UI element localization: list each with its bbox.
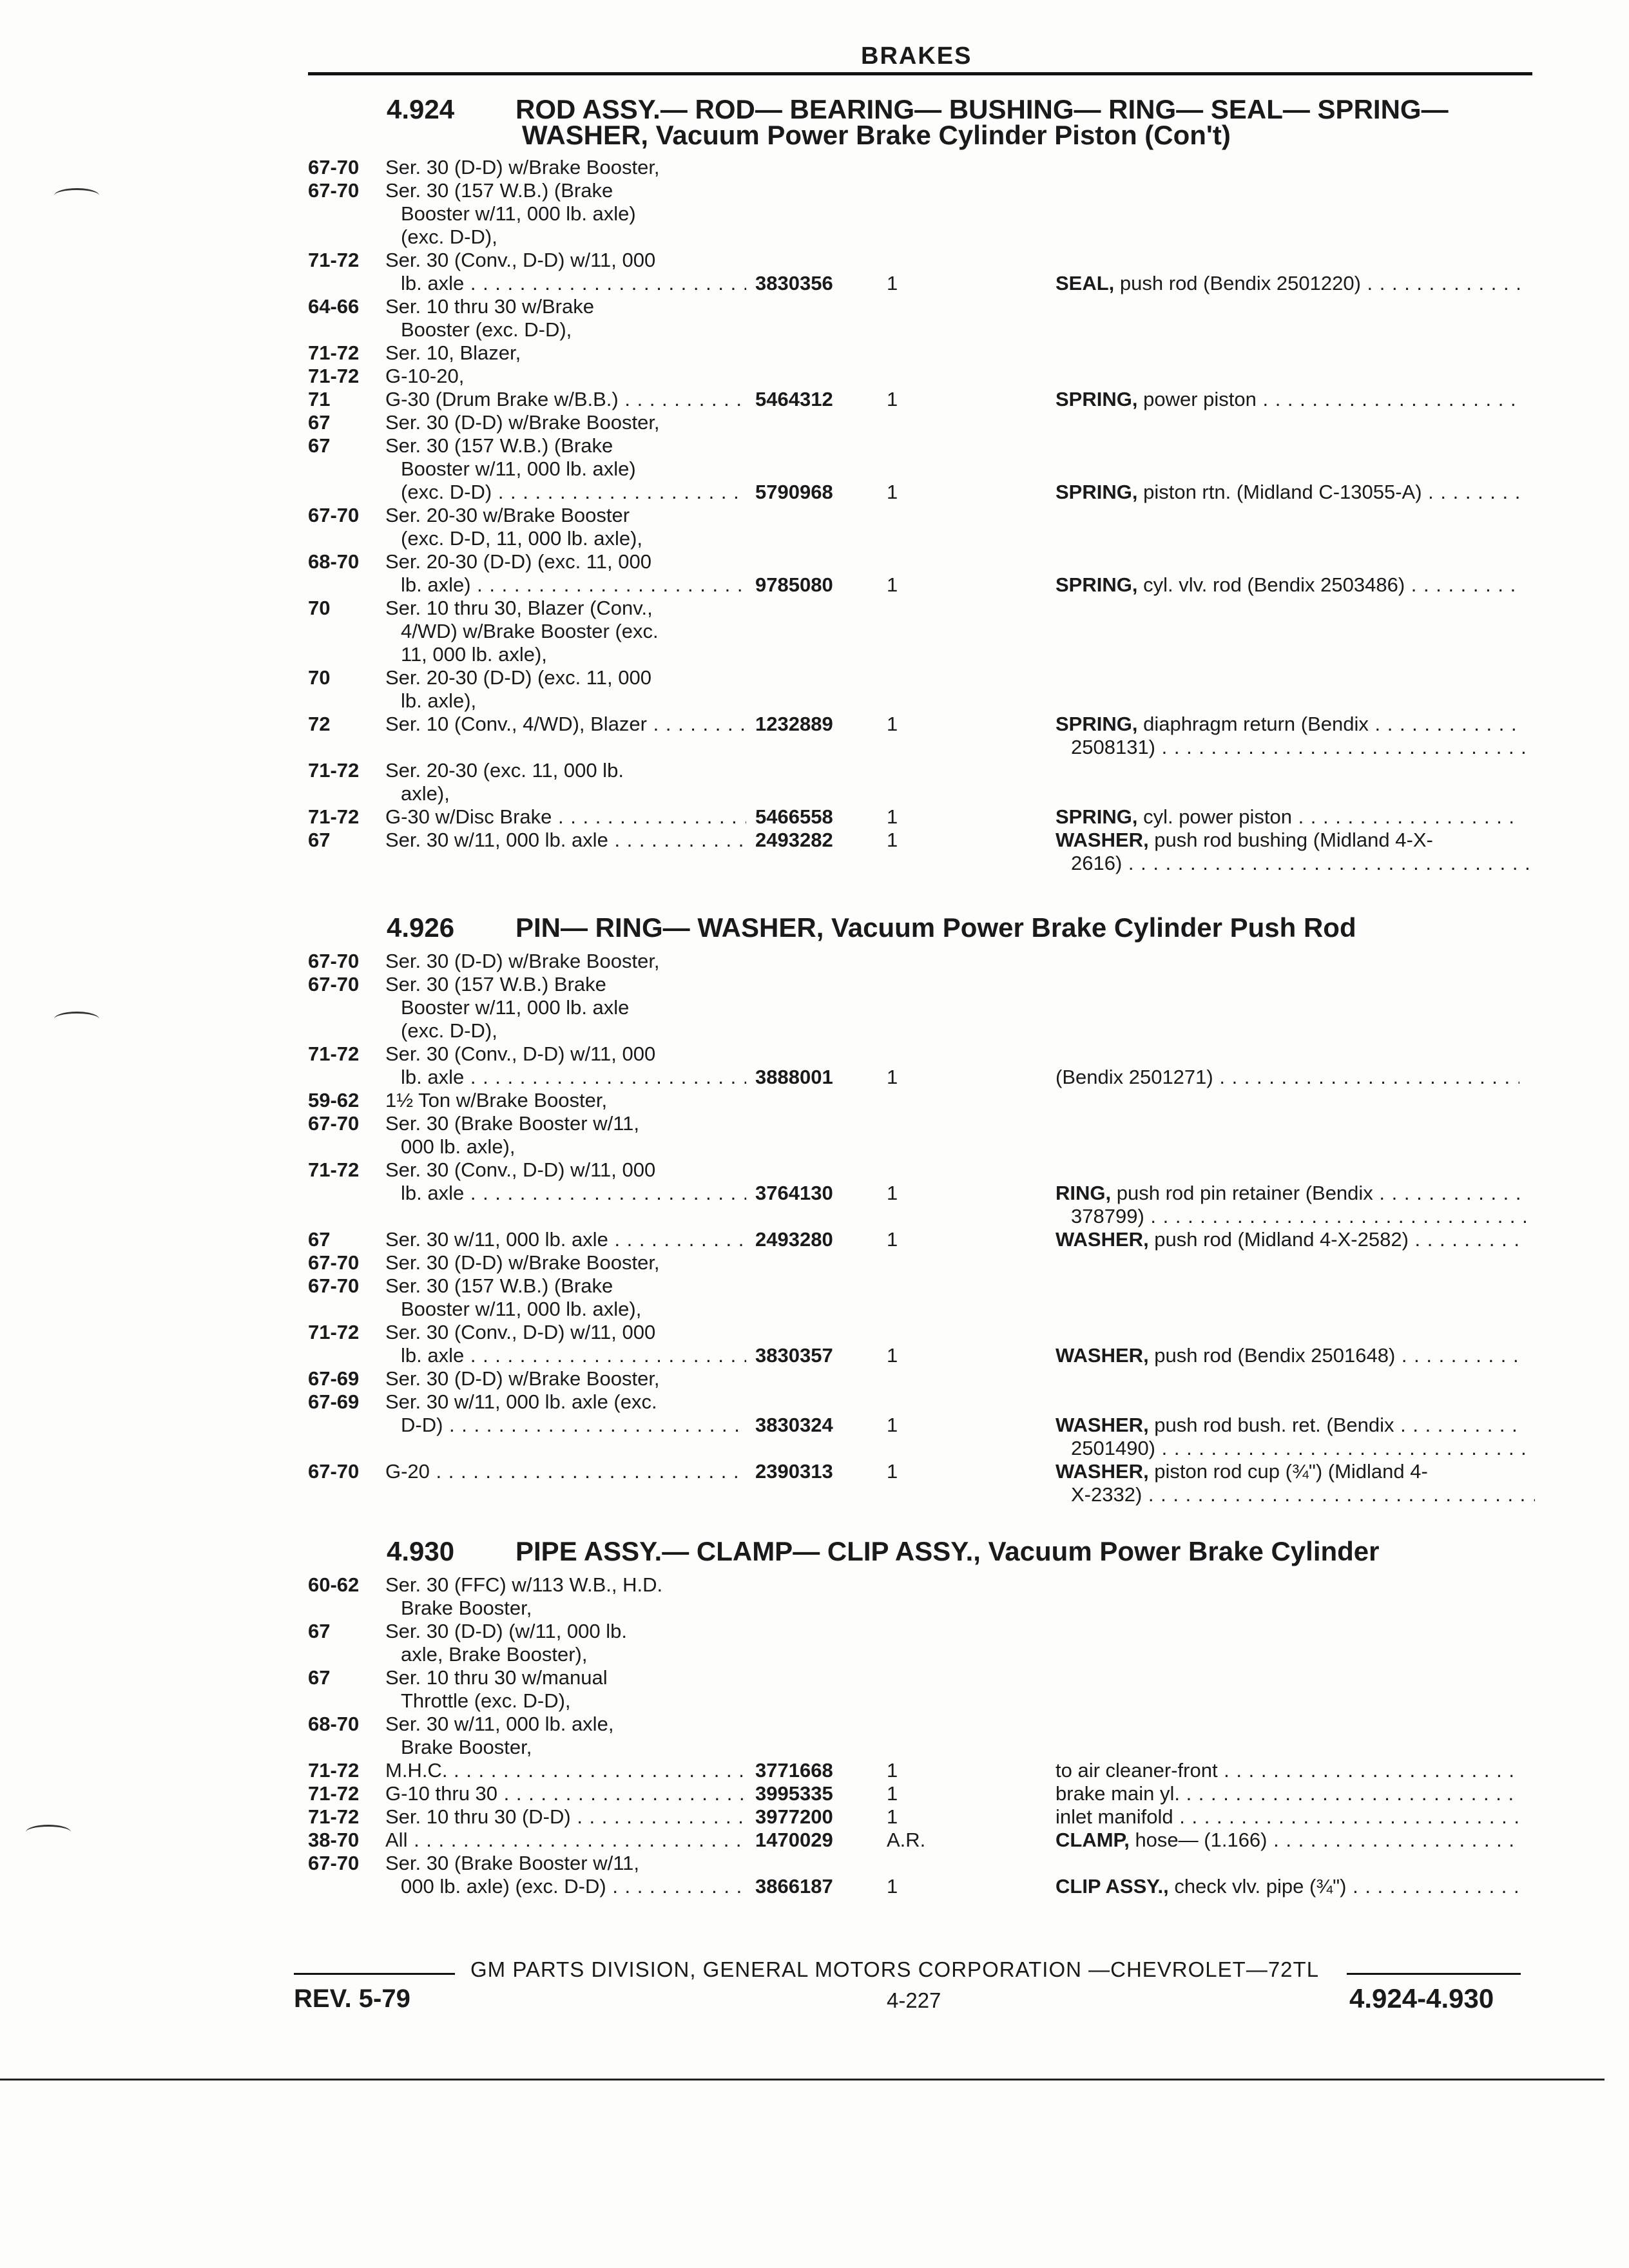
section-range: 4.924-4.930 [1349,1983,1494,2013]
part-number: 1470029 [755,1829,833,1851]
part-name-detail: check vlv. pipe (¾") [1168,1875,1347,1898]
application-description: Ser. 30 (D-D) w/Brake Booster, [385,411,660,434]
section-title-continued: WASHER, Vacuum Power Brake Cylinder Piston (Con't) [522,120,1231,150]
parts-list [0,1573,1629,1898]
table-row [0,1805,1629,1829]
application-description: Ser. 30 (157 W.B.) (Brake [385,1274,613,1297]
table-row [0,1573,1629,1597]
model-years: 71-72 [308,341,360,364]
part-name-keyword: CLAMP, [1055,1829,1130,1851]
part-name-detail: X-2332) [1071,1483,1142,1506]
model-years: 67 [308,1620,331,1642]
application-description: 4/WD) w/Brake Booster (exc. [401,620,659,642]
part-name-keyword: SPRING, [1055,388,1138,410]
table-row [0,1274,1629,1298]
model-years: 71-72 [308,1759,360,1782]
table-row [0,1597,1629,1620]
table-row [0,1414,1629,1437]
part-name-detail: brake main yl. [1055,1782,1180,1805]
application-description: Brake Booster, [401,1736,532,1758]
quantity: 1 [887,1414,898,1436]
part-number: 2493282 [755,829,833,851]
part-name [1055,1344,1519,1367]
part-name-detail: piston rtn. (Midland C-13055-A) [1137,481,1422,503]
application-description: axle), [401,782,450,805]
model-years: 71-72 [308,365,360,387]
part-name [1071,852,1535,875]
part-number: 3830324 [755,1414,833,1436]
part-name [1055,1829,1519,1852]
table-row [0,156,1629,179]
table-row [0,1066,1629,1089]
application-description: Ser. 30 w/11, 000 lb. axle (exc. [385,1390,657,1413]
application-description: G-10-20, [385,365,465,387]
part-name-detail: 2508131) [1071,736,1156,758]
application-description: Throttle (exc. D-D), [401,1689,571,1712]
table-row [0,573,1629,597]
table-row [0,1782,1629,1805]
table-row [0,1321,1629,1344]
table-row [0,1135,1629,1158]
header-rule [308,72,1532,75]
part-number: 3830356 [755,272,833,294]
part-name-detail: cyl. vlv. rod (Bendix 2503486) [1137,573,1405,596]
table-row [0,365,1629,388]
part-number: 3866187 [755,1875,833,1898]
model-years: 71-72 [308,1043,360,1065]
application-description: Booster w/11, 000 lb. axle) [401,457,636,480]
table-row [0,1298,1629,1321]
table-row [0,1759,1629,1782]
part-name [1055,1875,1519,1898]
application-description: Ser. 20-30 w/Brake Booster [385,504,630,526]
application-description: axle, Brake Booster), [401,1643,588,1666]
model-years: 67 [308,1666,331,1689]
table-row [0,504,1629,527]
section-number: 4.926 [387,912,455,943]
table-row [0,620,1629,643]
part-name [1071,1483,1535,1506]
application-description: Ser. 30 (Brake Booster w/11, [385,1852,640,1874]
application-description: Booster w/11, 000 lb. axle [401,996,630,1019]
application-description: G-20 . . . [385,1460,746,1483]
model-years: 68-70 [308,550,360,573]
table-row [0,1483,1629,1506]
footer-rule [1347,1973,1521,1975]
part-number: 3764130 [755,1182,833,1204]
quantity: 1 [887,388,898,410]
model-years: 67-70 [308,504,360,526]
part-name-keyword: WASHER, [1055,1228,1149,1251]
table-row [0,272,1629,295]
part-name-detail: inlet manifold [1055,1805,1173,1828]
application-description: lb. axle . . . [401,1182,746,1205]
application-description: lb. axle), [401,689,477,712]
table-row [0,1852,1629,1875]
table-row [0,457,1629,481]
table-row [0,973,1629,996]
table-row [0,996,1629,1019]
table-row [0,1829,1629,1852]
part-name [1055,573,1519,597]
part-name [1055,481,1519,504]
table-row [0,597,1629,620]
quantity: 1 [887,1182,898,1204]
application-description: lb. axle) . . . [401,573,746,597]
application-description: Ser. 30 (D-D) w/Brake Booster, [385,1251,660,1274]
application-description: (exc. D-D) . . . [401,481,746,504]
model-years: 64-66 [308,295,360,318]
application-description: lb. axle . . . [401,1066,746,1089]
part-name [1055,1759,1519,1782]
model-years: 71-72 [308,1158,360,1181]
model-years: 67 [308,411,331,434]
quantity: 1 [887,1875,898,1898]
quantity: 1 [887,1460,898,1483]
part-number: 3771668 [755,1759,833,1782]
part-number: 9785080 [755,573,833,596]
table-row [0,226,1629,249]
application-description: Ser. 30 (Conv., D-D) w/11, 000 [385,1158,656,1181]
quantity: 1 [887,829,898,851]
section-number: 4.924 [387,94,455,124]
table-row [0,1043,1629,1066]
application-description: Booster w/11, 000 lb. axle) [401,202,636,225]
application-description: Booster w/11, 000 lb. axle), [401,1298,642,1320]
part-name-detail: diaphragm return (Bendix [1137,713,1369,735]
page-bottom-rule [0,2079,1605,2081]
model-years: 70 [308,666,331,689]
application-description: 1½ Ton w/Brake Booster, [385,1089,608,1111]
model-years: 72 [308,713,331,735]
application-description: G-30 (Drum Brake w/B.B.) . . . [385,388,746,411]
part-name [1055,1782,1519,1805]
table-row [0,805,1629,829]
part-name-detail: cyl. power piston [1137,805,1292,828]
table-row [0,1875,1629,1898]
footer-publisher: GM PARTS DIVISION, GENERAL MOTORS CORPORATION —CHEVROLET—72TL [470,1957,1320,1981]
part-name-detail: piston rod cup (¾") (Midland 4- [1148,1460,1428,1483]
table-row [0,179,1629,202]
table-row [0,434,1629,457]
table-row [0,1205,1629,1228]
part-name-detail: push rod (Bendix 2501648) [1148,1344,1396,1367]
part-name-detail: power piston [1137,388,1257,410]
part-name-detail: hose— (1.166) [1129,1829,1268,1851]
table-row [0,1689,1629,1713]
quantity: 1 [887,1066,898,1088]
application-description: Ser. 20-30 (D-D) (exc. 11, 000 [385,666,651,689]
table-row [0,1643,1629,1666]
part-number: 3888001 [755,1066,833,1088]
part-name [1055,1066,1519,1089]
application-description: Ser. 10 thru 30 w/manual [385,1666,608,1689]
table-row [0,318,1629,341]
quantity: 1 [887,1759,898,1782]
application-description: All . . . [385,1829,746,1852]
application-description: Ser. 10 thru 30 w/Brake [385,295,594,318]
model-years: 68-70 [308,1713,360,1735]
parts-list [0,950,1629,1506]
parts-list [0,156,1629,875]
quantity: 1 [887,1344,898,1367]
application-description: G-10 thru 30 . . . [385,1782,746,1805]
table-row [0,202,1629,226]
application-description: M.H.C. . . . [385,1759,746,1782]
model-years: 60-62 [308,1573,360,1596]
part-name [1055,805,1519,829]
application-description: Ser. 20-30 (D-D) (exc. 11, 000 [385,550,651,573]
part-name-detail: push rod (Midland 4-X-2582) [1148,1228,1409,1251]
application-description: lb. axle . . . [401,1344,746,1367]
part-name [1055,1460,1519,1483]
application-description: Ser. 10 thru 30, Blazer (Conv., [385,597,653,619]
part-name-detail: push rod (Bendix 2501220) [1114,272,1361,294]
table-row [0,1666,1629,1689]
model-years: 70 [308,597,331,619]
model-years: 71-72 [308,1321,360,1343]
application-description: Ser. 10, Blazer, [385,341,521,364]
part-number: 5466558 [755,805,833,828]
part-number: 1232889 [755,713,833,735]
table-row [0,1182,1629,1205]
part-name-keyword: SEAL, [1055,272,1115,294]
application-description: Ser. 10 (Conv., 4/WD), Blazer . . . [385,713,746,736]
table-row [0,666,1629,689]
table-row [0,550,1629,573]
model-years: 67 [308,1228,331,1251]
part-number: 2390313 [755,1460,833,1483]
part-name-keyword: SPRING, [1055,481,1138,503]
part-name-keyword: SPRING, [1055,805,1138,828]
application-description: Ser. 30 (D-D) w/Brake Booster, [385,950,660,972]
page-number: 4-227 [887,1988,941,2012]
application-description: Ser. 30 (Brake Booster w/11, [385,1112,640,1135]
application-description: Ser. 30 (FFC) w/113 W.B., H.D. [385,1573,663,1596]
application-description: (exc. D-D), [401,1019,497,1042]
part-name [1055,272,1519,295]
model-years: 67 [308,434,331,457]
part-name-detail: push rod pin retainer (Bendix [1111,1182,1373,1204]
model-years: 67-70 [308,1112,360,1135]
application-description: 000 lb. axle) (exc. D-D) . . . [401,1875,746,1898]
table-row [0,713,1629,736]
model-years: 67-70 [308,950,360,972]
model-years: 38-70 [308,1829,360,1851]
part-name-keyword: SPRING, [1055,713,1138,735]
quantity: 1 [887,1228,898,1251]
part-name [1055,1228,1519,1251]
quantity: 1 [887,272,898,294]
part-name-keyword: WASHER, [1055,1460,1149,1483]
model-years: 71-72 [308,759,360,782]
part-name-keyword: SPRING, [1055,573,1138,596]
part-number: 3830357 [755,1344,833,1367]
table-row [0,1736,1629,1759]
table-row [0,852,1629,875]
application-description: Ser. 30 (157 W.B.) (Brake [385,434,613,457]
model-years: 71-72 [308,1782,360,1805]
model-years: 67 [308,829,331,851]
application-description: 000 lb. axle), [401,1135,516,1158]
quantity: 1 [887,573,898,596]
part-name-keyword: WASHER, [1055,1344,1149,1367]
section-title: PIPE ASSY.— CLAMP— CLIP ASSY., Vacuum Power Brake Cylinder [516,1536,1380,1566]
quantity: 1 [887,805,898,828]
part-name-keyword: RING, [1055,1182,1112,1204]
table-row [0,249,1629,272]
part-name-detail: (Bendix 2501271) [1055,1066,1213,1088]
application-description: D-D) . . . [401,1414,746,1437]
application-description: Ser. 30 (157 W.B.) Brake [385,973,606,995]
model-years: 71-72 [308,1805,360,1828]
table-row [0,341,1629,365]
part-name-detail: push rod bushing (Midland 4-X- [1148,829,1433,851]
table-row [0,1437,1629,1460]
application-description: Ser. 30 (D-D) w/Brake Booster, [385,1367,660,1390]
model-years: 71-72 [308,249,360,271]
model-years: 67-70 [308,1251,360,1274]
section-title: PIN— RING— WASHER, Vacuum Power Brake Cylinder Push Rod [516,912,1356,943]
table-row [0,759,1629,782]
table-row [0,295,1629,318]
model-years: 67-70 [308,179,360,202]
application-description: Ser. 30 (157 W.B.) (Brake [385,179,613,202]
part-name [1055,388,1519,411]
part-number: 3995335 [755,1782,833,1805]
application-description: Ser. 30 (Conv., D-D) w/11, 000 [385,1043,656,1065]
model-years: 59-62 [308,1089,360,1111]
table-row [0,1344,1629,1367]
table-row [0,1158,1629,1182]
quantity: 1 [887,1782,898,1805]
application-description: lb. axle . . . [401,272,746,295]
application-description: (exc. D-D), [401,226,497,248]
part-number: 5464312 [755,388,833,410]
table-row [0,388,1629,411]
part-name-keyword: WASHER, [1055,1414,1149,1436]
application-description: Booster (exc. D-D), [401,318,572,341]
part-name [1071,1437,1535,1460]
part-name-keyword: CLIP ASSY., [1055,1875,1169,1898]
application-description: Ser. 30 (D-D) w/Brake Booster, [385,156,660,178]
table-row [0,1713,1629,1736]
part-name [1055,713,1519,736]
part-number: 2493280 [755,1228,833,1251]
section-number: 4.930 [387,1536,455,1566]
model-years: 67-69 [308,1367,360,1390]
table-row [0,643,1629,666]
model-years: 67-70 [308,1852,360,1874]
part-name [1055,1805,1519,1829]
part-number: 5790968 [755,481,833,503]
application-description: G-30 w/Disc Brake . . . [385,805,746,829]
table-row [0,527,1629,550]
application-description: Ser. 30 (Conv., D-D) w/11, 000 [385,1321,656,1343]
table-row [0,782,1629,805]
part-number: 3977200 [755,1805,833,1828]
part-name-detail: 2616) [1071,852,1123,874]
application-description: Ser. 30 (Conv., D-D) w/11, 000 [385,249,656,271]
model-years: 67-69 [308,1390,360,1413]
model-years: 67-70 [308,973,360,995]
table-row [0,1460,1629,1483]
application-description: Ser. 10 thru 30 (D-D) . . . [385,1805,746,1829]
quantity: A.R. [887,1829,926,1851]
application-description: (exc. D-D, 11, 000 lb. axle), [401,527,643,550]
table-row [0,1251,1629,1274]
quantity: 1 [887,481,898,503]
application-description: Ser. 30 w/11, 000 lb. axle . . . [385,1228,746,1251]
model-years: 71 [308,388,331,410]
application-description: Ser. 30 w/11, 000 lb. axle . . . [385,829,746,852]
page-title: BRAKES [861,43,972,70]
table-row [0,1019,1629,1043]
table-row [0,411,1629,434]
application-description: Ser. 20-30 (exc. 11, 000 lb. [385,759,624,782]
quantity: 1 [887,1805,898,1828]
part-name [1055,1414,1519,1437]
table-row [0,829,1629,852]
table-row [0,1112,1629,1135]
table-row [0,1620,1629,1643]
table-row [0,481,1629,504]
application-description: Brake Booster, [401,1597,532,1619]
table-row [0,1367,1629,1390]
application-description: Ser. 30 (D-D) (w/11, 000 lb. [385,1620,628,1642]
section-title: ROD ASSY.— ROD— BEARING— BUSHING— RING— SEAL— SPRING— [516,94,1449,124]
part-name [1071,1205,1535,1228]
model-years: 67-70 [308,156,360,178]
table-row [0,1089,1629,1112]
part-name-keyword: WASHER, [1055,829,1149,851]
model-years: 71-72 [308,805,360,828]
table-row [0,689,1629,713]
footer-rule [294,1973,455,1975]
model-years: 67-70 [308,1274,360,1297]
table-row [0,1390,1629,1414]
model-years: 67-70 [308,1460,360,1483]
part-name-detail: push rod bush. ret. (Bendix [1148,1414,1394,1436]
part-name [1055,829,1519,852]
application-description: 11, 000 lb. axle), [401,643,547,666]
revision-label: REV. 5-79 [294,1984,410,2013]
quantity: 1 [887,713,898,735]
part-name-detail: 378799) [1071,1205,1144,1227]
part-name [1055,1182,1519,1205]
table-row [0,736,1629,759]
table-row [0,950,1629,973]
part-name [1071,736,1535,759]
part-name-detail: 2501490) [1071,1437,1156,1459]
application-description: Ser. 30 w/11, 000 lb. axle, [385,1713,614,1735]
part-name-detail: to air cleaner-front [1055,1759,1218,1782]
table-row [0,1228,1629,1251]
